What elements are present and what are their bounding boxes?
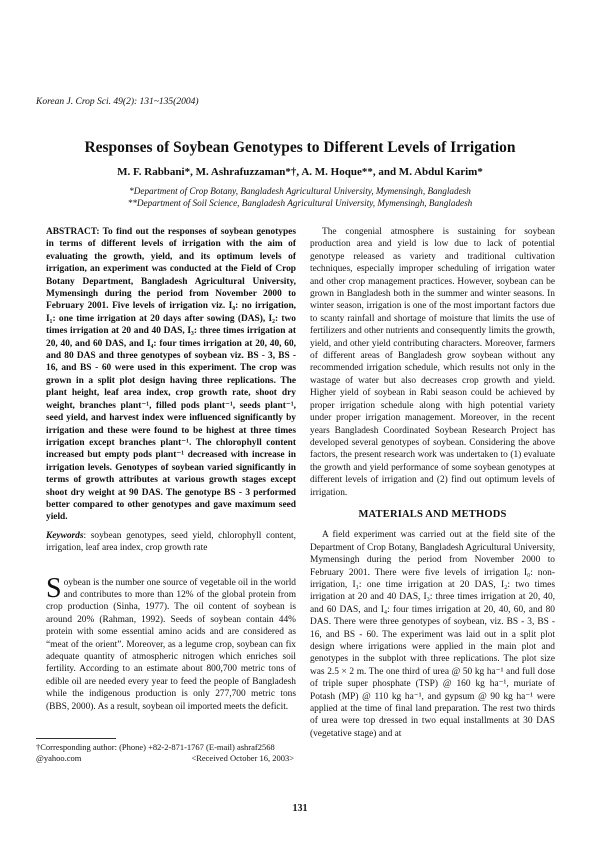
keywords-text: : soybean genotypes, seed yield, chlorophyll content, irrigation, leaf area index, crop growth rate: [46, 530, 296, 554]
received-date: <Received October 16, 2003>: [191, 753, 294, 763]
abstract: [46, 226, 296, 524]
affiliation-2: **Department of Soil Science, Bangladesh Agricultural University, Mymensingh, Bangladesh: [127, 198, 473, 208]
keywords-label: Keywords: [46, 530, 84, 541]
page-number: 131: [292, 803, 308, 814]
footnote-line-1: †Corresponding author: (Phone) +82-2-871-1767 (E-mail) ashraf2568: [36, 742, 275, 752]
right-column: [310, 226, 555, 740]
author-list: M. F. Rabbani*, M. Ashrafuzzaman*†, A. M. Hoque**, and M. Abdul Karim*: [117, 166, 483, 178]
footnote-divider: [36, 738, 116, 739]
methods-paragraph: A field experiment was carried out at the field site of the Department of Crop Botany, Bangladesh Agricultural University, Mymensingh during the period from November 2000 to February 2001. There were five levels of irrigation I₀: non- irrigation, I₁: one time irrigation at 20 DAS, I₂: two times irrigation at 20 and 40 DAS, I₃: three times irrigation at 20, 40, and 60 DAS, and I₄: four times irrigation at 20, 40, 60, and 80 DAS. There were three genotypes of soybean, viz. BS - 3, BS - 16, and BS - 60. The experiment was laid out in a split plot design where irrigations were applied in the main plot and genotypes in the subplot with three replications. The plot size was 2.5 × 2 m. The one third of urea @ 50 kg ha⁻¹ and full dose of triple super phosphate (TSP) @ 160 kg ha⁻¹, muriate of Potash (MP) @ 110 kg ha⁻¹, and gypsum @ 90 kg ha⁻¹ were applied at the time of final land preparation. The rest two thirds of urea were top dressed in two equal installments at 30 DAS (vegetative stage) and at: [310, 530, 555, 739]
section-heading-materials-methods: MATERIALS AND METHODS: [358, 508, 507, 520]
keywords: [46, 530, 296, 555]
introduction-paragraph: Soybean is the number one source of vegetable oil in the world and contributes to more than 12% of the global protein from crop production (Sinha, 1977). The oil content of soybean is around 20% (Rahman, 1992). Seeds of soybean contain 44% protein with some essential amino acids and are considered as “meat of the orient”. Moreover, as a legume crop, soybean can fix adequate quantity of atmospheric nitrogen which enriches soil fertility. According to an estimate about 800,700 metric tons of edible oil are needed every year to feed the people of Bangladesh while the indigenous production is only 277,700 metric tons (BBS, 2000). As a result, soybean oil imported meets the deficit.: [46, 572, 296, 712]
abstract-label: ABSTRACT: [46, 227, 97, 237]
abstract-text: : To find out the responses of soybean genotypes in terms of different levels of irrigation with the aim of evaluating the growth, yield, and its optimum levels of irrigation, an experiment was conducted at the Field of Crop Botany Department, Bangladesh Agricultural University, Mymensingh during the period from November 2000 to February 2001. Five levels of irrigation viz. I₀: no irrigation, I₁: one time irrigation at 20 days after sowing (DAS), I₂: two times irrigation at 20 and 40 DAS, I₃: three times irrigation at 20, 40, and 60 DAS, and I₄: four times irrigation at 20, 40, 60, and 80 DAS and three genotypes of soybean viz. BS - 3, BS - 16, and BS - 60 were used in this experiment. The crop was grown in a split plot design having three replications. The plant height, leaf area index, crop growth rate, shoot dry weight, branches plant⁻¹, filled pods plant⁻¹, seeds plant⁻¹, seed yield, and harvest index were influenced significantly by irrigation and these were found to be highest at three times irrigation except branches plant⁻¹. The chlorophyll content increased but empty pods plant⁻¹ decreased with increase in irrigation levels. Genotypes of soybean varied significantly in terms of growth attributes at various growth stages except shoot dry weight at 90 DAS. The genotype BS - 3 performed better compared to other genotypes and gave maximum seed yield.: [46, 227, 296, 523]
journal-reference: Korean J. Crop Sci. 49(2): 131~135(2004): [36, 97, 199, 107]
corresponding-author-footnote: [36, 742, 294, 764]
left-column: [46, 226, 296, 713]
footnote-email-domain: @yahoo.com: [36, 753, 82, 763]
affiliation-1: *Department of Crop Botany, Bangladesh Agricultural University, Mymensingh, Bangladesh: [129, 186, 471, 196]
introduction-paragraph-2: The congenial atmosphere is sustaining for soybean production area and yield is low due to lack of potential genotype released as variety and traditional cultivation techniques, especially improper scheduling of irrigation water and other crop management practices. However, soybean can be grown in Bangladesh both in the summer and winter seasons. In winter season, irrigation is one of the most important factors due to scanty rainfall and shortage of moisture that limits the use of fertilizers and other nutrients and consequently limits the growth, yield, and other yield contributing characters. Moreover, farmers of different areas of Bangladesh grow soybean without any recommended irrigation schedule, which results not only in the wastage of water but also decreases crop growth and yield. Higher yield of soybean in Rabi season could be achieved by proper irrigation schedule along with high potential variety under proper irrigation management. Moreover, in the recent years Bangladesh Coordinated Soybean Research Project has developed several genotypes of soybean. Considering the above factors, the present research work was undertaken to (1) evaluate the growth and yield performance of some soybean genotypes at different levels of irrigation and (2) find out optimum levels of irrigation.: [310, 227, 555, 498]
paper-title: Responses of Soybean Genotypes to Different Levels of Irrigation: [84, 139, 516, 156]
